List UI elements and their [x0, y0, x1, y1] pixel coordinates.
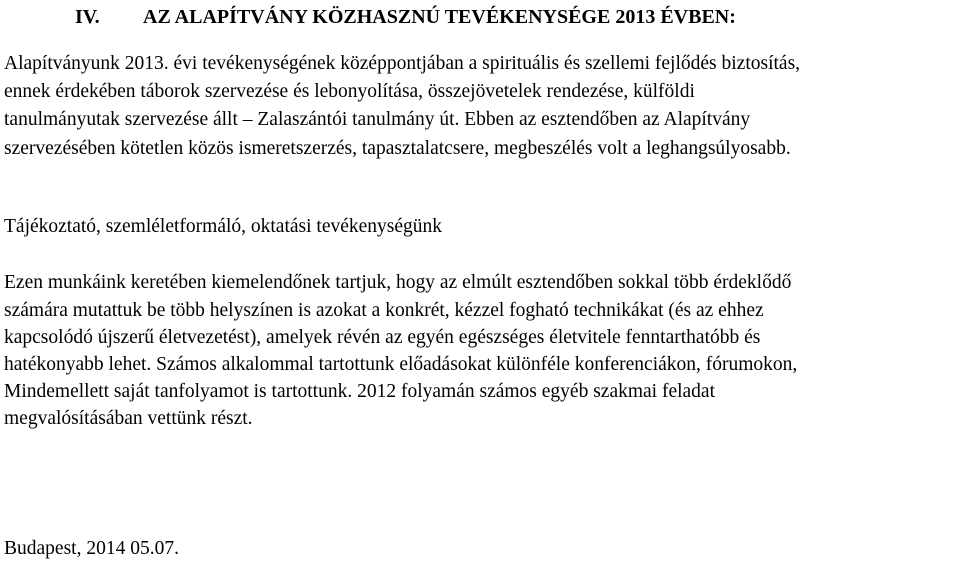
place-date: Budapest, 2014 05.07.: [4, 538, 179, 559]
body-line-6: megvalósításában vettünk részt.: [4, 408, 253, 429]
section-title: AZ ALAPÍTVÁNY KÖZHASZNÚ TEVÉKENYSÉGE 2013 ÉVBEN:: [143, 6, 736, 28]
intro-line-4: szervezésében kötetlen közös ismeretszerzés, tapasztalatcsere, megbeszélés volt a leghangsúlyosabb.: [4, 138, 791, 159]
body-line-5: Mindemellett saját tanfolyamot is tartottunk. 2012 folyamán számos egyéb szakmai feladat: [4, 381, 716, 402]
section-number: IV.: [75, 6, 100, 28]
body-line-1: Ezen munkáink keretében kiemelendőnek tartjuk, hogy az elmúlt esztendőben sokkal több érdeklődő: [4, 272, 792, 293]
body-line-3: kapcsolódó újszerű életvezetést), amelyek révén az egyén egészséges életvitele fenntarthatóbb és: [4, 327, 761, 348]
body-line-4: hatékonyabb lehet. Számos alkalommal tartottunk előadásokat különféle konferenciákon, fórumokon,: [4, 354, 798, 375]
intro-line-3: tanulmányutak szervezése állt – Zalaszántói tanulmány út. Ebben az esztendőben az Alapítvány: [4, 109, 751, 130]
section-heading: [0, 0, 960, 34]
intro-line-1: Alapítványunk 2013. évi tevékenységének középpontjában a spirituális és szellemi fejlődés biztosítás,: [4, 53, 801, 74]
body-line-2: számára mutattuk be több helyszínen is azokat a konkrét, kézzel fogható technikákat (és az ehhez: [4, 300, 764, 321]
intro-line-2: ennek érdekében táborok szervezése és lebonyolítása, összejövetelek rendezése, külföldi: [4, 81, 695, 102]
subsection-title: Tájékoztató, szemléletformáló, oktatási tevékenységünk: [4, 216, 443, 237]
